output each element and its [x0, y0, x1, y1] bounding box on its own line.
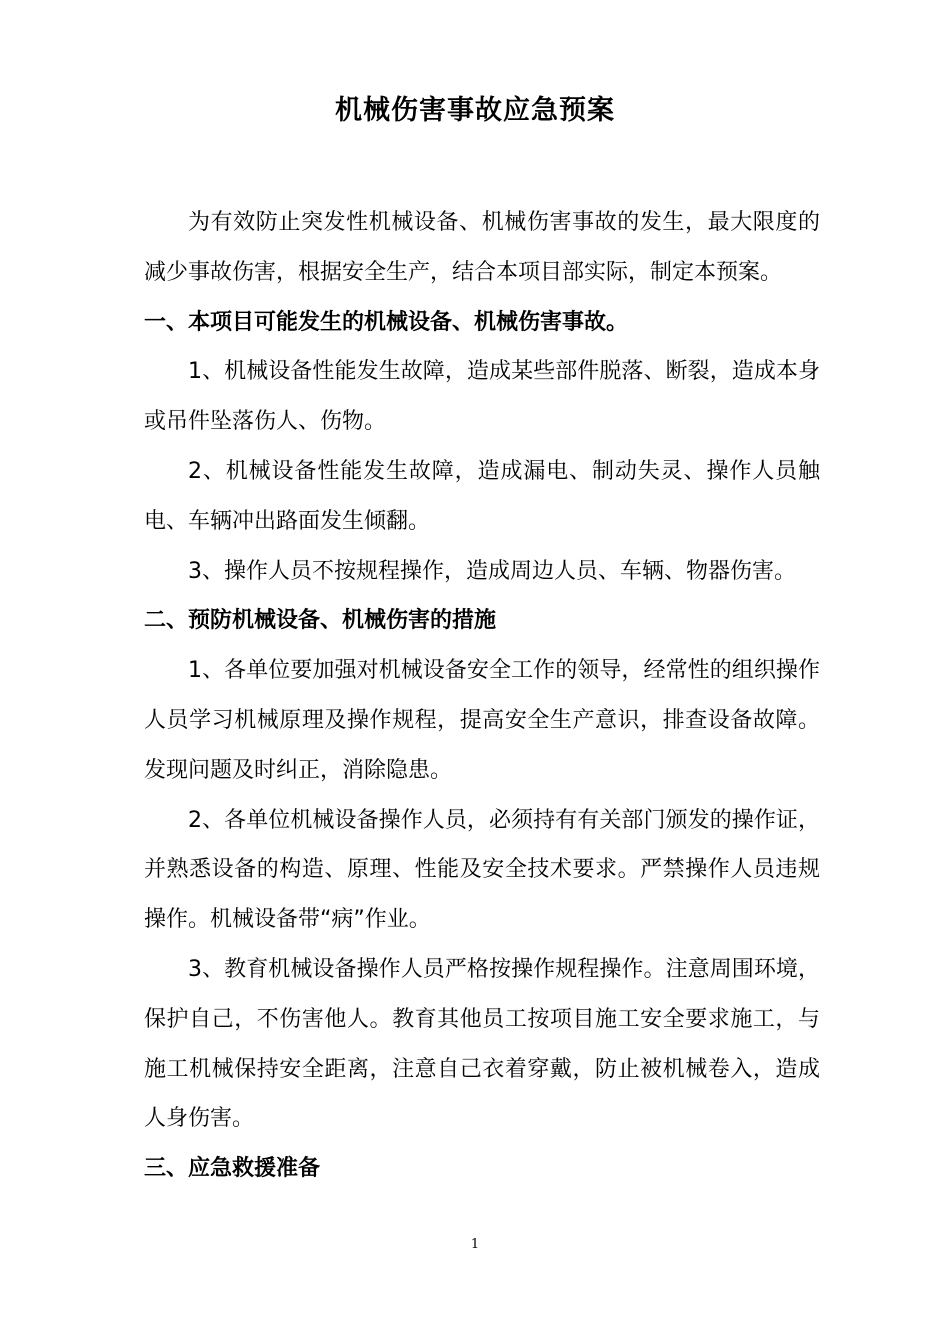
section-1-item-1: 1、机械设备性能发生故障，造成某些部件脱落、断裂，造成本身或吊件坠落伤人、伤物。	[144, 359, 820, 435]
section-2-item-1: 1、各单位要加强对机械设备安全工作的领导，经常性的组织操作人员学习机械原理及操作规程，提高安全生产意识，排查设备故障。发现问题及时纠正，消除隐患。	[144, 658, 820, 783]
section-heading-2: 二、预防机械设备、机械伤害的措施	[144, 608, 497, 634]
page-number: 1	[470, 1237, 480, 1252]
section-2-item-3: 3、教育机械设备操作人员严格按操作规程操作。注意周围环境，保护自己，不伤害他人。教育其他员工按项目施工安全要求施工，与施工机械保持安全距离，注意自己衣着穿戴，防止被机械卷入，造成人身伤害。	[144, 956, 820, 1132]
document-title: 机械伤害事故应急预案	[335, 95, 615, 126]
section-2-item-2: 2、各单位机械设备操作人员，必须持有有关部门颁发的操作证，并熟悉设备的构造、原理、性能及安全技术要求。严禁操作人员违规操作。机械设备带“病”作业。	[144, 807, 820, 933]
document-body	[144, 198, 820, 1194]
intro-paragraph: 为有效防止突发性机械设备、机械伤害事故的发生，最大限度的减少事故伤害，根据安全生产，结合本项目部实际，制定本预案。	[144, 210, 820, 285]
section-1-item-2: 2、机械设备性能发生故障，造成漏电、制动失灵、操作人员触电、车辆冲出路面发生倾翻。	[144, 458, 820, 534]
section-heading-1: 一、本项目可能发生的机械设备、机械伤害事故。	[144, 309, 629, 335]
section-heading-3: 三、应急救援准备	[144, 1156, 321, 1182]
section-1-item-3: 3、操作人员不按规程操作，造成周边人员、车辆、物器伤害。	[188, 558, 796, 584]
